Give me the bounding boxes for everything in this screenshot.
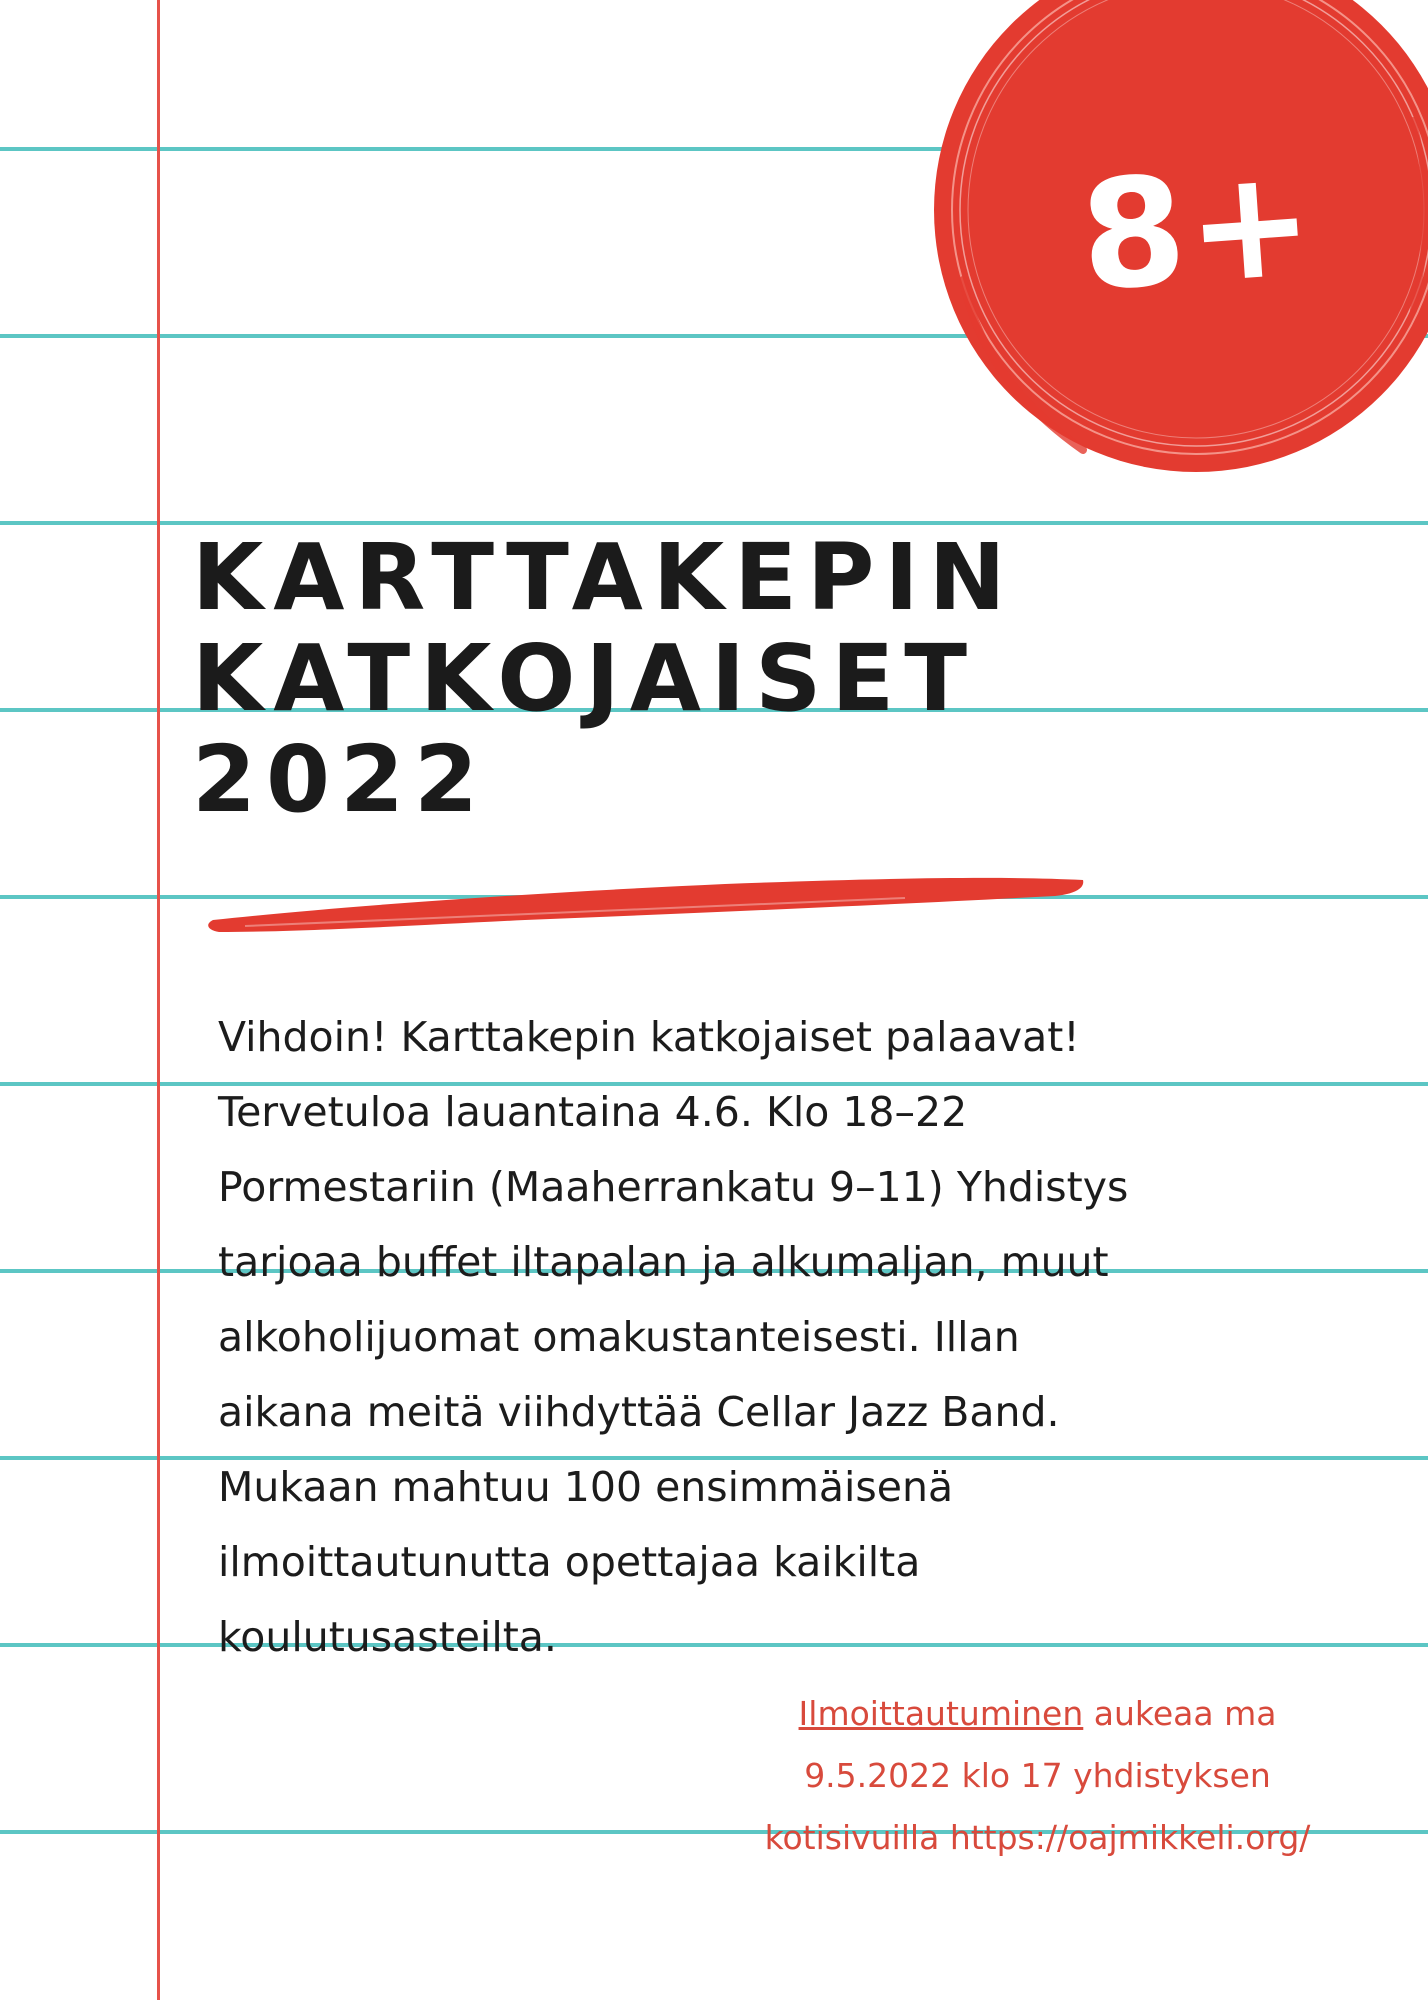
title-line-3: 2022 — [192, 726, 489, 833]
registration-line-3: kotisivuilla https://oajmikkeli.org/ — [764, 1818, 1311, 1857]
description-line: ilmoittautunutta opettajaa kaikilta — [218, 1538, 921, 1586]
event-title — [192, 524, 1142, 833]
description-line: tarjoaa buffet iltapalan ja alkumaljan, muut — [218, 1238, 1109, 1286]
title-line-2: KATKOJAISET — [192, 625, 977, 732]
registration-line-2: 9.5.2022 klo 17 yhdistyksen — [804, 1756, 1271, 1795]
title-line-1: KARTTAKEPIN — [192, 524, 1016, 631]
event-description — [218, 1000, 1218, 1675]
description-line: Tervetuloa lauantaina 4.6. Klo 18–22 — [218, 1088, 968, 1136]
red-brush-underline — [205, 868, 1090, 938]
description-line: koulutusasteilta. — [218, 1613, 557, 1661]
registration-link[interactable]: Ilmoittautuminen — [798, 1694, 1084, 1733]
registration-info — [680, 1683, 1395, 1869]
description-line: Pormestariin (Maaherrankatu 9–11) Yhdistys — [218, 1163, 1129, 1211]
description-line: Mukaan mahtuu 100 ensimmäisenä — [218, 1463, 954, 1511]
registration-line-1-rest: aukeaa ma — [1083, 1694, 1277, 1733]
description-line: aikana meitä viihdyttää Cellar Jazz Band. — [218, 1388, 1060, 1436]
registration-line-1 — [680, 1683, 1395, 1745]
badge-label: 8+ — [1075, 135, 1321, 325]
description-line: alkoholijuomat omakustanteisesti. Illan — [218, 1313, 1020, 1361]
margin-line — [157, 0, 160, 2000]
description-line: Vihdoin! Karttakepin katkojaiset palaavat! — [218, 1013, 1080, 1061]
